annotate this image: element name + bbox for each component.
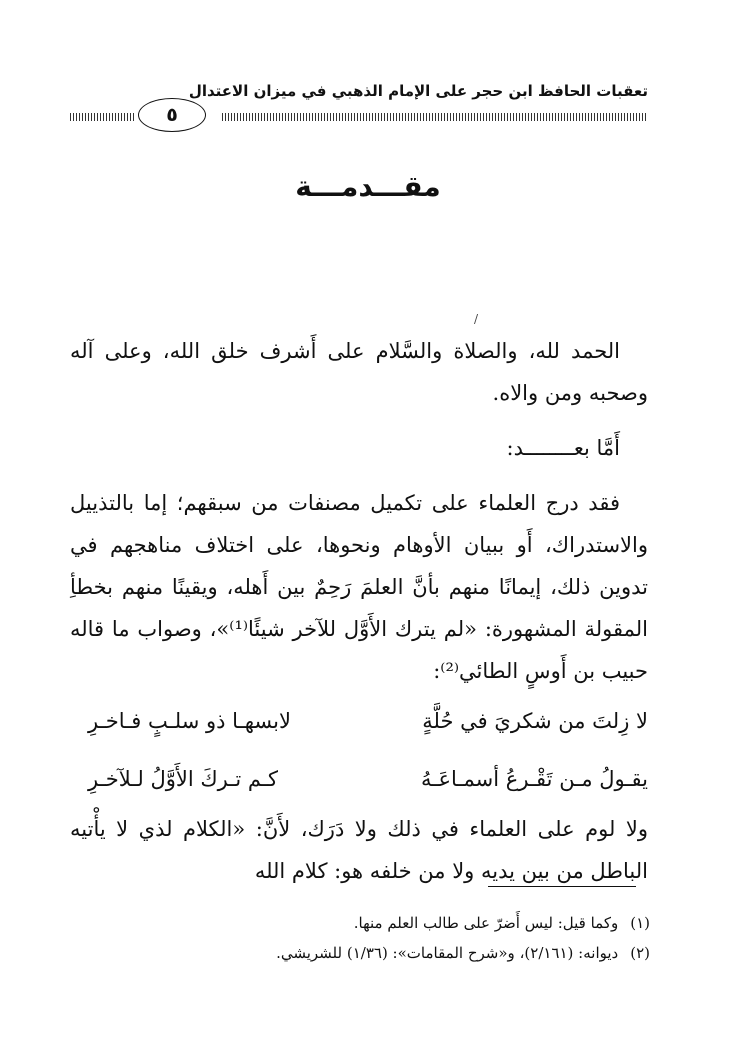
- main-body: [70, 330, 648, 892]
- verse-hemistich: كـم تـركَ الأَوَّلُ لـلآخـرِ: [88, 767, 279, 791]
- footnote-number: (٢): [630, 944, 650, 962]
- running-header-title: تعقبات الحافظ ابن حجر على الإمام الذهبي في ميزان الاعتدال: [188, 82, 648, 100]
- footnote-item: [70, 938, 650, 968]
- footnote-separator: [488, 886, 636, 887]
- stray-mark: /: [474, 312, 479, 326]
- verse-hemistich: لا زِلتَ من شكريَ في حُلَّةٍ: [422, 709, 648, 733]
- header-rule-left: [70, 113, 136, 121]
- header-rule-right: [222, 113, 648, 121]
- section-title: مقـــدمـــة: [295, 170, 441, 203]
- footnotes: [70, 908, 650, 968]
- paragraph-amma-baad: أَمَّا بعــــــــد:: [506, 436, 620, 460]
- verse-hemistich: يقـولُ مـن تَقْـرعُ أسمـاعَـهُ: [421, 767, 648, 791]
- footnote-text: وكما قيل: ليس أَضرّ على طالب العلم منها.: [353, 914, 619, 932]
- paragraph-opening: الحمد لله، والصلاة والسَّلام على أَشرف خلق الله، وعلى آله وصحبه ومن والاه.: [70, 339, 648, 405]
- footnote-item: [70, 908, 650, 938]
- poem-verse: [70, 692, 648, 750]
- verse-hemistich: لابسهـا ذو سلـبٍ فـاخـرِ: [88, 709, 291, 733]
- poem-verse: [70, 750, 648, 808]
- paragraph-main: فقد درج العلماء على تكميل مصنفات من سبقهم؛ إما بالتذييل والاستدراك، أَو ببيان الأوهام ونحوها، على اختلاف مناهجهم في تدوين ذلك، إيمانًا منهم بأنَّ العلمَ رَحِمٌ بين أَهله، ويقينًا منهم بخطأِ المقولة المشهورة: «لم يترك الأَوَّل للآخر شيئًا⁽¹⁾»، وصواب ما قاله حبيب بن أَوسٍ الطائي⁽²⁾:: [70, 491, 648, 683]
- paragraph-closing: ولا لوم على العلماء في ذلك ولا دَرَك، لأَنَّ: «الكلام لذي لا يأْتيه الباطل من بين يديه ولا من خلفه هو: كلام الله: [70, 817, 648, 883]
- footnote-text: ديوانه: (٢/١٦١)، و«شرح المقامات»: (١/٣٦) للشريشي.: [276, 944, 619, 962]
- footnote-number: (١): [630, 914, 650, 932]
- page-number-badge: ٥: [138, 98, 206, 132]
